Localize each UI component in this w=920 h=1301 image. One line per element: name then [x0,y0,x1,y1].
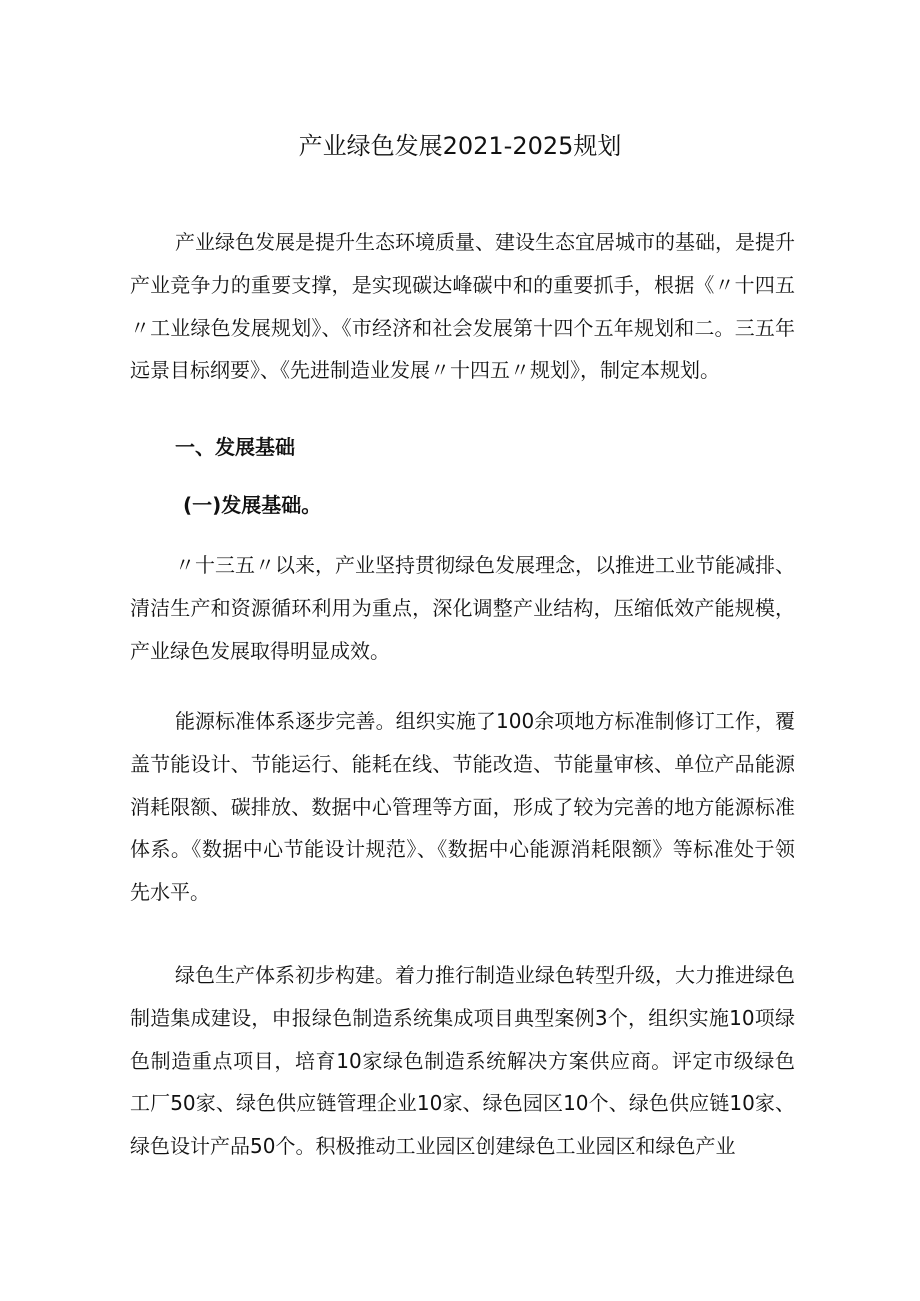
intro-paragraph: 产业绿色发展是提升生态环境质量、建设生态宜居城市的基础，是提升产业竞争力的重要支撑，是实现碳达峰碳中和的重要抓手，根据《〃十四五〃工业绿色发展规划》、《市经济和社会发展第十四个五年规划和二。三五年远景目标纲要》、《先进制造业发展〃十四五〃规划》，制定本规划。 [130,230,795,383]
subsection-1-heading: (一)发展基础。 [183,493,322,517]
para-3: 绿色生产体系初步构建。着力推行制造业绿色转型升级，大力推进绿色制造集成建设，申报绿色制造系统集成项目典型案例3个，组织实施10项绿色制造重点项目，培育10家绿色制造系统解决方案供应商。评定市级绿色工厂50家、绿色供应链管理企业10家、绿色园区10个、绿色供应链10家、绿色设计产品50个。积极推动工业园区创建绿色工业园区和绿色产业 [130,963,795,1159]
document-title: 产业绿色发展2021-2025规划 [298,132,622,160]
section-1-heading: 一、发展基础 [175,435,295,459]
para-2: 能源标准体系逐步完善。组织实施了100余项地方标准制修订工作，覆盖节能设计、节能运行、能耗在线、节能改造、节能量审核、单位产品能源消耗限额、碳排放、数据中心管理等方面，形成了较为完善的地方能源标准体系。《数据中心节能设计规范》、《数据中心能源消耗限额》等标准处于领先水平。 [130,709,795,905]
para-1: 〃十三五〃以来，产业坚持贯彻绿色发展理念，以推进工业节能减排、清洁生产和资源循环利用为重点，深化调整产业结构，压缩低效产能规模，产业绿色发展取得明显成效。 [130,553,795,663]
